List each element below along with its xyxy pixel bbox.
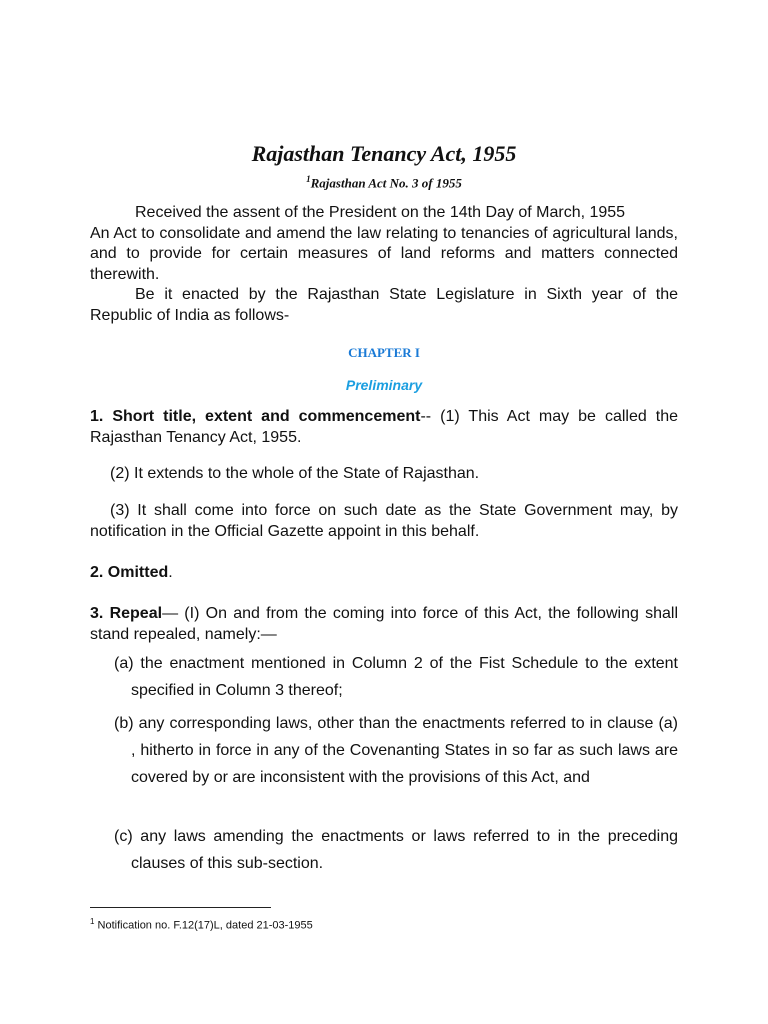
chapter-heading: CHAPTER I: [348, 345, 420, 360]
enacting-formula: Be it enacted by the Rajasthan State Legislature in Sixth year of the Republic of India as follows-: [90, 286, 678, 324]
section-1-subsection-3: (3) It shall come into force on such date as the State Government may, by notification in the Official Gazette appoint in this behalf.: [90, 502, 678, 540]
section-1: [90, 407, 678, 448]
section-2-heading: 2. Omitted: [90, 564, 169, 581]
document-subtitle: [0, 169, 768, 193]
section-1-text: -- (1) This Act may be called the Rajasthan Tenancy Act, 1955.: [90, 408, 679, 446]
footnote-text: Notification no. F.12(17)L, dated 21-03-1955: [94, 919, 313, 932]
footnote-separator: [90, 907, 271, 908]
long-title: An Act to consolidate and amend the law relating to tenancies of agricultural lands, and to provide for certain measures of land reforms and matters connected therewith.: [90, 224, 678, 283]
footnote-reference: 1: [306, 174, 311, 184]
footnote-marker: 1: [90, 917, 95, 926]
section-3-clause-a: (a) the enactment mentioned in Column 2 of the Fist Schedule to the extent specified in Column 3 thereof;: [114, 655, 678, 699]
section-3-clause-b: (b) any corresponding laws, other than the enactments referred to in clause (a) , hitherto in force in any of the Covenanting States in so far as such laws are covered by or are inconsistent with the provisions of this Act, and: [114, 715, 678, 786]
assent-line: Received the assent of the President on the 14th Day of March, 1955: [135, 204, 626, 221]
act-number: Rajasthan Act No. 3 of 1955: [310, 175, 462, 191]
section-3: [90, 604, 678, 645]
footnote: [90, 914, 313, 934]
section-1-subsection-2: (2) It extends to the whole of the State of Rajasthan.: [110, 465, 480, 482]
section-3-text: — (I) On and from the coming into force of this Act, the following shall stand repealed, namely:—: [90, 605, 679, 643]
document-title: Rajasthan Tenancy Act, 1955: [251, 141, 517, 166]
section-2: [90, 563, 678, 584]
preamble: [90, 203, 678, 326]
section-3-clause-c: (c) any laws amending the enactments or laws referred to in the preceding clauses of this sub-section.: [114, 828, 678, 872]
section-2-text: .: [168, 564, 173, 581]
chapter-name: Preliminary: [345, 377, 423, 393]
section-3-heading: 3. Repeal: [90, 605, 163, 622]
section-1-heading: 1. Short title, extent and commencement: [90, 408, 421, 425]
